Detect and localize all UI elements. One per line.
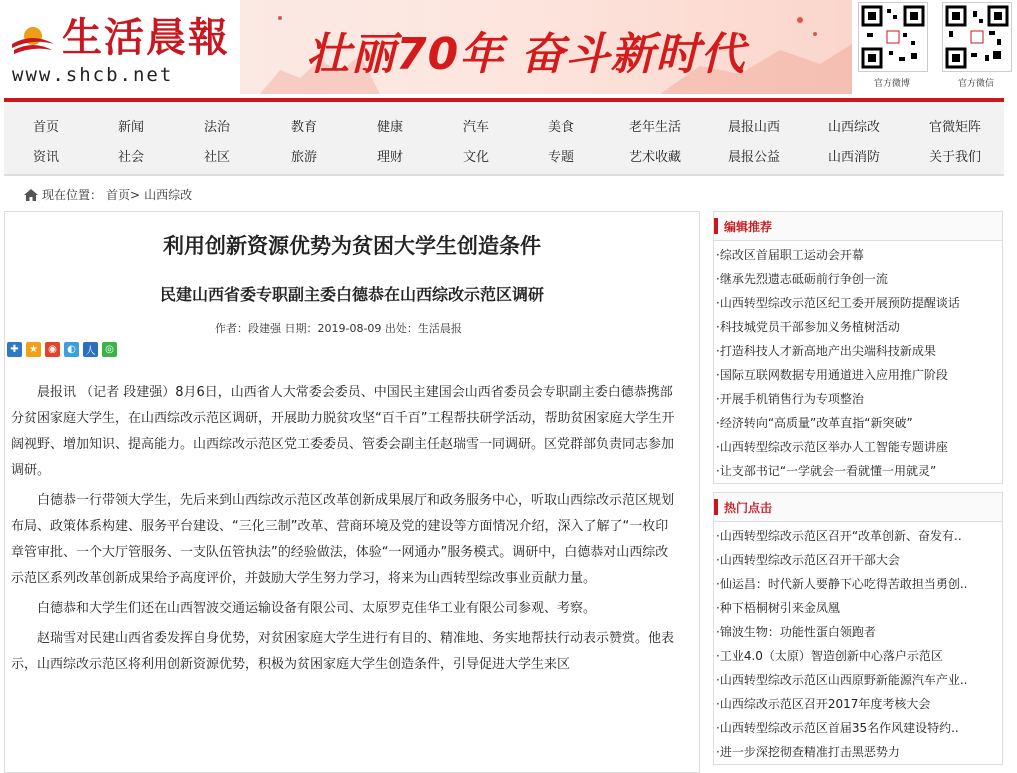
list-item[interactable]: ·继承先烈遗志砥砺前行争创一流 [716,272,888,286]
site-logo[interactable] [6,4,238,92]
banner[interactable] [240,0,852,94]
hot-clicks-box [713,492,1003,765]
list-item[interactable]: ·山西转型综改示范区纪工委开展预防提醒谈话 [716,296,960,310]
list-item[interactable]: ·山西转型综改示范区召开“改革创新、奋发有.. [716,529,962,543]
banner-slogan: 壮丽70年 奋斗新时代 [306,29,746,80]
nav-item-news[interactable]: 新闻 [117,120,144,135]
share-weibo-icon[interactable]: ◉ [45,342,60,357]
nav-item-auto[interactable]: 汽车 [462,120,489,135]
breadcrumb [24,186,192,203]
header-accent-bar [714,499,718,515]
nav-item-travel[interactable]: 旅游 [290,150,317,165]
nav-item-home[interactable]: 首页 [32,120,59,135]
list-item[interactable]: ·仙运昌：时代新人要静下心吃得苦敢担当勇创.. [716,577,968,591]
sidebar [713,211,1001,765]
nav-item-law[interactable]: 法治 [203,120,230,135]
share-bar [7,342,117,357]
nav-item-shanxi-reform[interactable]: 山西综改 [827,120,880,135]
list-item[interactable]: ·经济转向“高质量”改革直指“新突破” [716,416,913,430]
list-item[interactable]: ·锦波生物：功能性蛋白领跑者 [716,625,876,639]
editor-picks-list [714,241,1002,483]
list-item[interactable]: ·进一步深挖彻查精准打击黑恶势力 [716,745,900,759]
nav-item-food[interactable]: 美食 [547,120,574,135]
header-accent-bar [714,218,718,234]
nav-item-info[interactable]: 资讯 [32,150,59,165]
list-item[interactable]: ·科技城党员干部参加义务植树活动 [716,320,900,334]
nav-item-shanxi-report[interactable]: 晨报山西 [727,120,780,135]
nav-item-community[interactable]: 社区 [203,150,230,165]
qr-label-weibo: 官方微博 [873,79,910,89]
nav-item-charity[interactable]: 晨报公益 [727,150,780,165]
list-item[interactable]: ·让支部书记“一学就会一看就懂一用就灵” [716,464,937,478]
nav-item-topics[interactable]: 专题 [547,150,574,165]
nav-item-art[interactable]: 艺术收藏 [628,150,681,165]
qr-label-wechat: 官方微信 [957,79,994,89]
logo-url: www.shcb.net [12,64,174,86]
article-title: 利用创新资源优势为贫困大学生创造条件 [163,234,541,258]
article-paragraph: 白德恭一行带领大学生，先后来到山西综改示范区改革创新成果展厅和政务服务中心，听取山西综改示范区规划布局、政策体系构建、服务平台建设、“三化三制”改革、营商环境及党的建设等方面情况介绍，深入了解了“一枚印章管审批、一个大厅管服务、一支队伍管执法”的经验做法，体验“一网通办”服务模式。调研中，白德恭对山西综改示范区系列改革创新成果给予高度评价，并鼓励大学生努力学习，将来为山西转型综改事业贡献力量。 [11,493,675,586]
nav-item-health[interactable]: 健康 [376,120,403,135]
nav-item-about[interactable]: 关于我们 [928,150,981,165]
share-qzone-icon[interactable]: ★ [26,342,41,357]
home-icon [24,189,38,201]
wechat-qr-icon[interactable] [942,2,1012,72]
list-item[interactable]: ·山西转型综改示范区山西原野新能源汽车产业.. [716,673,968,687]
nav-item-official-matrix[interactable]: 官微矩阵 [928,120,981,135]
breadcrumb-section-link[interactable]: 山西综改 [144,188,193,202]
nav-item-society[interactable]: 社会 [117,150,144,165]
qr-codes [858,0,1014,94]
hot-clicks-list [714,522,1002,764]
nav-bottom-border [4,174,1004,176]
logo-name: 生活晨報 [62,14,230,61]
nav-item-senior[interactable]: 老年生活 [628,120,681,135]
article-subtitle: 民建山西省委专职副主委白德恭在山西综改示范区调研 [159,285,544,304]
article-paragraph: 赵瑞雪对民建山西省委发挥自身优势，对贫困家庭大学生进行有目的、精准地、务实地帮扶行动表示赞赏。他表示，山西综改示范区将利用创新资源优势，积极为贫困家庭大学生创造条件，引导促进大学生来区 [11,631,675,672]
hot-clicks-header [714,493,1002,522]
list-item[interactable]: ·国际互联网数据专用通道进入应用推广阶段 [716,368,948,382]
article-meta: 作者：段建强 日期：2019-08-09 出处：生活晨报 [215,322,462,335]
list-item[interactable]: ·种下梧桐树引来金凤凰 [716,601,840,615]
hot-clicks-title: 热门点击 [724,501,773,515]
share-wechat-icon[interactable]: ◎ [102,342,117,357]
list-item[interactable]: ·山西综改示范区召开2017年度考核大会 [716,697,931,711]
list-item[interactable]: ·山西转型综改示范区首届35名作风建设特约.. [716,721,959,735]
list-item[interactable]: ·山西转型综改示范区举办人工智能专题讲座 [716,440,948,454]
article-body [11,380,676,682]
article-paragraph: 白德恭和大学生们还在山西智波交通运输设备有限公司、太原罗克佳华工业有限公司参观、考察。 [37,601,597,616]
nav-item-fire[interactable]: 山西消防 [827,150,880,165]
nav-item-culture[interactable]: 文化 [462,150,489,165]
breadcrumb-label: 现在位置： [42,188,103,202]
editor-picks-box [713,211,1003,484]
nav-item-finance[interactable]: 理财 [376,150,403,165]
list-item[interactable]: ·开展手机销售行为专项整治 [716,392,864,406]
breadcrumb-home-link[interactable]: 首页> [106,188,141,202]
list-item[interactable]: ·山西转型综改示范区召开干部大会 [716,553,900,567]
list-item[interactable]: ·打造科技人才新高地产出尖端科技新成果 [716,344,936,358]
list-item[interactable]: ·综改区首届职工运动会开幕 [716,248,864,262]
share-more-icon[interactable]: ✚ [7,342,22,357]
weibo-qr-icon[interactable] [858,2,928,72]
main-nav [4,102,1004,174]
share-tencent-weibo-icon[interactable]: ◐ [64,342,79,357]
nav-item-education[interactable]: 教育 [290,120,317,135]
article-panel [4,211,700,773]
site-header [0,0,1017,100]
list-item[interactable]: ·工业4.0（太原）智造创新中心落户示范区 [716,649,943,663]
sun-logo-icon [10,18,56,58]
article-paragraph: 晨报讯 （记者 段建强）8月6日，山西省人大常委会委员、中国民主建国会山西省委员会专职副主委白德恭携部分贫困家庭大学生，在山西综改示范区调研，开展助力脱贫攻坚“百千百”工程帮扶研学活动，帮助贫困家庭大学生开阔视野、增加知识、提高能力。山西综改示范区党工委委员、管委会副主任赵瑞雪一同调研。区党群部负责同志参加调研。 [11,385,675,478]
share-renren-icon[interactable]: 人 [83,342,98,357]
editor-picks-header [714,212,1002,241]
editor-picks-title: 编辑推荐 [724,220,773,234]
